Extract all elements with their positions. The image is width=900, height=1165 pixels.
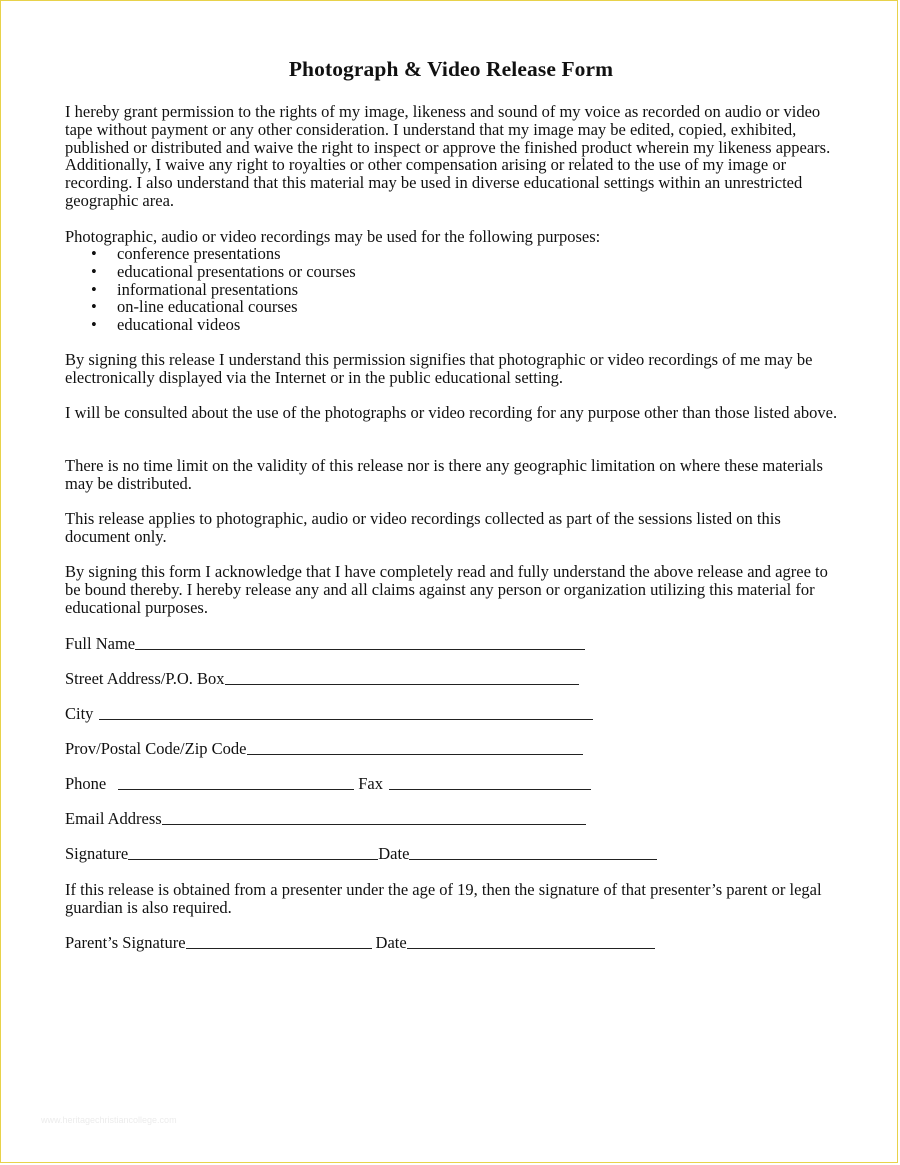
internet-display-paragraph: By signing this release I understand this permission signifies that photographic or video recordings of me may be electronically displayed via the Internet or in the public educational setting. — [65, 350, 813, 387]
email-row — [65, 806, 586, 828]
list-item — [93, 281, 356, 299]
purpose-label: informational presentations — [117, 279, 298, 299]
consultation-paragraph: I will be consulted about the use of the photographs or video recording for any purpose other than those listed above. — [65, 403, 838, 422]
list-item — [93, 245, 356, 263]
bullet-icon: • — [91, 297, 97, 317]
postal-code-row — [65, 736, 583, 758]
bullet-icon: • — [91, 244, 97, 263]
parent-signature-label: Parent’s Signature — [65, 933, 186, 952]
purposes-intro: Photographic, audio or video recordings may be used for the following purposes: — [65, 227, 601, 246]
fax-field[interactable] — [389, 774, 591, 790]
parent-signature-field[interactable] — [186, 933, 372, 949]
acknowledgement-paragraph: By signing this form I acknowledge that I have completely read and fully understand the above release and agree to be bound thereby. I hereby release any and all claims against any person or organization utilizing this material for educational purposes. — [65, 562, 828, 617]
fax-label: Fax — [358, 774, 383, 793]
purpose-label: educational presentations or courses — [117, 261, 356, 281]
purpose-label: on-line educational courses — [117, 297, 298, 317]
permission-paragraph: I hereby grant permission to the rights of my image, likeness and sound of my voice as recorded on audio or video tape without payment or any other consideration. I understand that my image may be edited, copied, exhibited, published or distributed and waive the right to inspect or approve the finished product wherein my likeness appears. Additionally, I waive any right to royalties or other compensation arising or related to the use of my image or recording. I also understand that this material may be used in diverse educational settings within an unrestricted geographic area. — [65, 102, 831, 210]
email-label: Email Address — [65, 809, 162, 828]
bullet-icon: • — [91, 279, 97, 299]
phone-field[interactable] — [118, 774, 354, 790]
minor-consent-paragraph: If this release is obtained from a presenter under the age of 19, then the signature of that presenter’s parent or legal guardian is also required. — [65, 880, 822, 917]
signature-row — [65, 841, 657, 863]
watermark-text: www.heritagechristiancollege.com — [41, 1115, 177, 1125]
full-name-field[interactable] — [135, 634, 585, 650]
full-name-label: Full Name — [65, 634, 136, 653]
postal-code-label: Prov/Postal Code/Zip Code — [65, 739, 247, 758]
scope-paragraph: This release applies to photographic, audio or video recordings collected as part of the sessions listed on this document only. — [65, 509, 781, 546]
parent-date-field[interactable] — [407, 933, 655, 949]
list-item — [93, 298, 356, 316]
postal-code-field[interactable] — [247, 739, 583, 755]
list-item — [93, 316, 356, 334]
signature-field[interactable] — [128, 844, 378, 860]
date-label: Date — [378, 844, 410, 863]
purposes-list — [93, 245, 356, 334]
email-field[interactable] — [162, 809, 586, 825]
full-name-row — [65, 631, 585, 653]
phone-fax-row — [65, 771, 591, 793]
city-label: City — [65, 704, 94, 723]
city-field[interactable] — [99, 704, 593, 720]
list-item — [93, 263, 356, 281]
parent-date-label: Date — [375, 933, 407, 952]
street-address-row — [65, 666, 579, 688]
street-address-label: Street Address/P.O. Box — [65, 669, 225, 688]
validity-paragraph: There is no time limit on the validity of this release nor is there any geographic limitation on where these materials may be distributed. — [65, 456, 823, 493]
bullet-icon: • — [91, 315, 97, 335]
signature-label: Signature — [65, 844, 129, 863]
bullet-icon: • — [91, 261, 97, 281]
street-address-field[interactable] — [225, 669, 579, 685]
phone-label: Phone — [65, 774, 107, 793]
parent-signature-row — [65, 930, 655, 952]
date-field[interactable] — [409, 844, 657, 860]
purpose-label: conference presentations — [117, 244, 281, 263]
city-row — [65, 701, 593, 723]
purpose-label: educational videos — [117, 315, 241, 335]
form-title: Photograph & Video Release Form — [288, 57, 614, 81]
